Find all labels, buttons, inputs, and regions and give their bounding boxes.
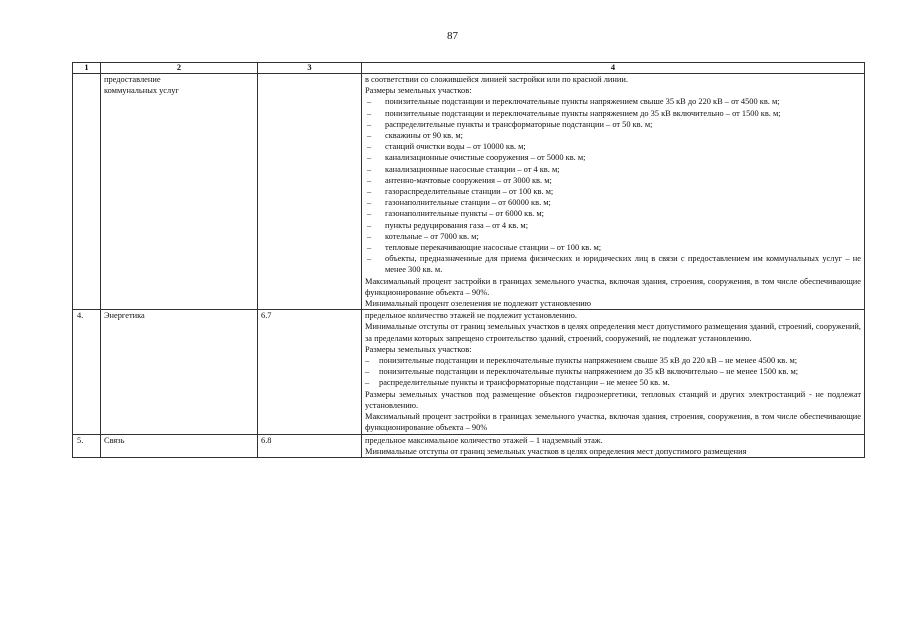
table-row-communications (73, 434, 865, 457)
table-row-utilities (73, 74, 865, 310)
sizes-title: Размеры земельных участков: (365, 344, 472, 354)
cell-code: 6.7 (258, 310, 362, 434)
cell-num: 4. (73, 310, 101, 434)
cell-code (258, 74, 362, 310)
table-row-energy (73, 310, 865, 434)
list-item (365, 355, 861, 366)
page-number: 87 (447, 30, 458, 42)
list-item: – понизительные подстанции и переключательные пункты напряжением до 35 кВ включительно – от 1500 кв. м; (365, 108, 861, 119)
list-item: – тепловые перекачивающие насосные станции – от 100 кв. м; (365, 242, 861, 253)
list-item: – объекты, предназначенные для приема физических и юридических лиц в связи с предоставлением им коммунальных услуг – не менее 300 кв. м. (365, 253, 861, 275)
floors-text: предельное количество этажей не подлежит установлению. (365, 311, 577, 321)
max-percent-text: Максимальный процент застройки в границах земельного участка, включая здания, строения, сооружения, в том числе обеспечивающие функционирование объекта – 90%. (365, 276, 861, 297)
regulations-table (72, 62, 865, 458)
list-item: – распределительные пункты и трансформаторные подстанции – от 50 кв. м; (365, 119, 861, 130)
list-item: – станций очистки воды – от 10000 кв. м; (365, 141, 861, 152)
list-item (365, 366, 861, 377)
header-col-4: 4 (362, 63, 865, 74)
hydro-text: Размеры земельных участков под размещение объектов гидроэнергетики, тепловых станций и других электростанций - не подлежат установлению. (365, 389, 861, 410)
cell-num (73, 74, 101, 310)
list-item-text: – понизительные подстанции и переключательные пункты напряжением свыше 35 кВ до 220 кВ – не менее 4500 кв. м; (379, 356, 798, 366)
list-item: – пункты редуцирования газа – от 4 кв. м; (365, 220, 861, 231)
cell-name: Связь (101, 434, 258, 457)
name-line-1: предоставление (104, 75, 161, 84)
cell-name: Энергетика (101, 310, 258, 434)
setbacks-text: Минимальные отступы от границ земельных участков в целях определения мест допустимого размещения зданий, строений, сооружений, за пределами которых запрещено строительство зданий, строений, сооружений, не подлежат установлению. (365, 322, 861, 343)
list-item: – скважины от 90 кв. м; (365, 130, 861, 141)
cell-num: 5. (73, 434, 101, 457)
header-col-2: 2 (101, 63, 258, 74)
list-item: – понизительные подстанции и переключательные пункты напряжением свыше 35 кВ до 220 кВ – от 4500 кв. м; (365, 96, 861, 107)
setbacks-text: Минимальные отступы от границ земельных участков в целях определения мест допустимого размещения (365, 446, 747, 456)
list-item: – канализационные насосные станции – от 4 кв. м; (365, 164, 861, 175)
cell-name (101, 74, 258, 310)
cell-params (362, 74, 865, 310)
floors-text: предельное максимальное количество этажей – 1 надземный этаж. (365, 435, 603, 445)
cell-code: 6.8 (258, 434, 362, 457)
list-item: – канализационные очистные сооружения – от 5000 кв. м; (365, 152, 861, 163)
header-col-1: 1 (73, 63, 101, 74)
placement-line: в соответствии со сложившейся линией застройки или по красной линии. (365, 75, 628, 84)
list-item (365, 377, 861, 388)
sizes-title: Размеры земельных участков: (365, 86, 472, 96)
list-item: – газонаполнительные пункты – от 6000 кв. м; (365, 208, 861, 219)
list-item: – газонаполнительные станции – от 60000 кв. м; (365, 197, 861, 208)
header-col-3: 3 (258, 63, 362, 74)
cell-params (362, 434, 865, 457)
list-item: – газораспределительные станции – от 100 кв. м; (365, 186, 861, 197)
max-percent-text: Максимальный процент застройки в границах земельного участка, включая здания, строения, сооружения, в том числе обеспечивающие функционирование объекта – 90% (365, 412, 861, 433)
list-item: – антенно-мачтовые сооружения – от 3000 кв. м; (365, 175, 861, 186)
name-line-2: коммунальных услуг (104, 86, 179, 96)
sizes-list (365, 355, 861, 389)
cell-params (362, 310, 865, 434)
list-item: – котельные – от 7000 кв. м; (365, 231, 861, 242)
table-header-row (73, 63, 865, 74)
list-item-text: – распределительные пункты и трансформаторные подстанции – не менее 50 кв. м. (379, 378, 670, 388)
list-item-text: – понизительные подстанции и переключательные пункты напряжением до 35 кВ включительно – не менее 1500 кв. м; (379, 367, 799, 377)
min-green-text: Минимальный процент озеленения не подлежит установлению (365, 299, 592, 309)
sizes-list (365, 96, 861, 275)
